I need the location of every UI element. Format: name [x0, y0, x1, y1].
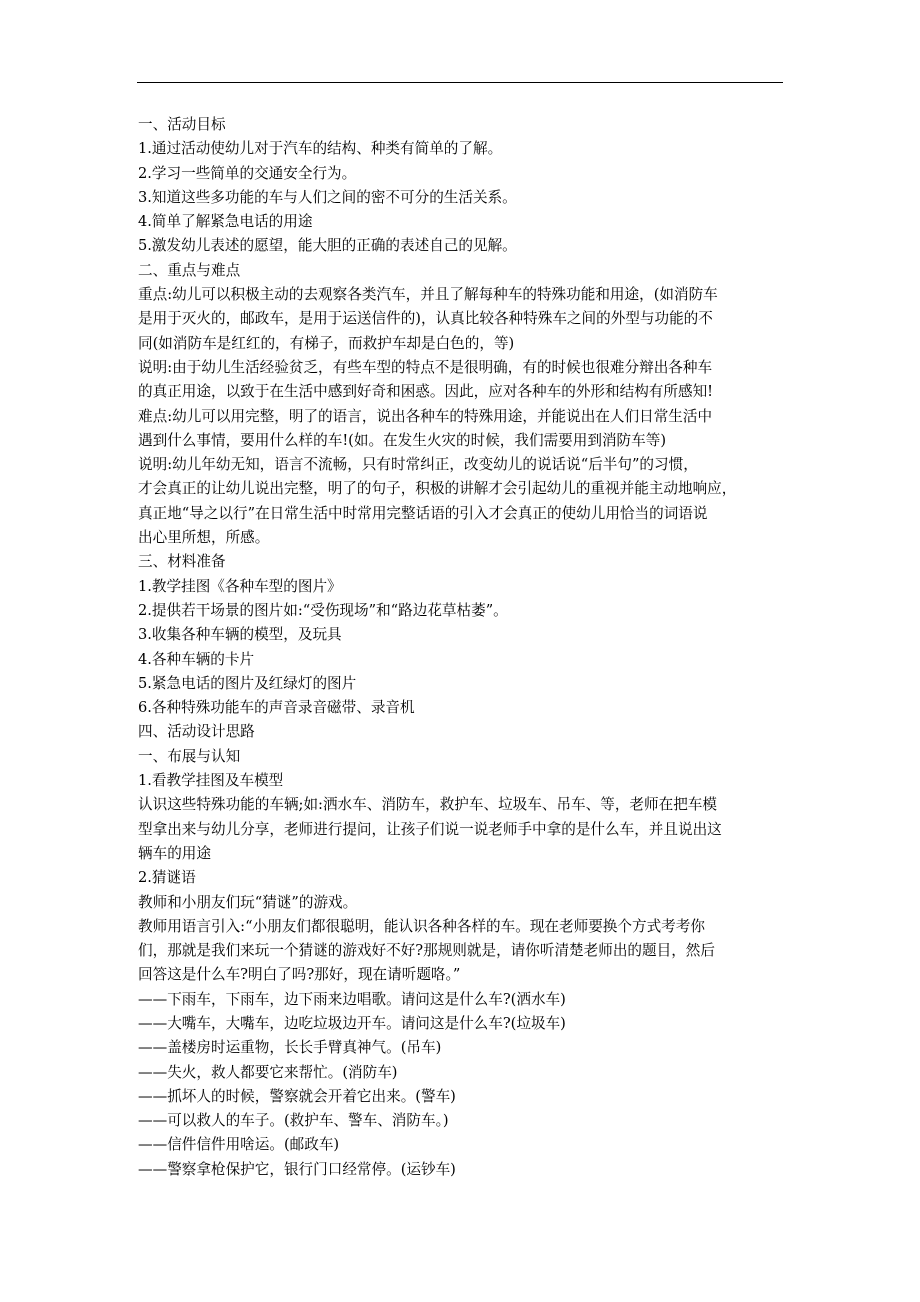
text-line: 5.激发幼儿表述的愿望，能大胆的正确的表述自己的见解。 [138, 237, 517, 255]
text-line: 1.看教学挂图及车模型 [138, 772, 284, 790]
text-line: 教师和小朋友们玩“猜谜”的游戏。 [138, 893, 358, 911]
text-line: 的真正用途，以致于在生活中感到好奇和困惑。因此，应对各种车的外形和结构有所感知! [138, 383, 714, 401]
text-line: 们，那就是我们来玩一个猜谜的游戏好不好?那规则就是，请你听清楚老师出的题目，然后 [138, 942, 715, 960]
text-line: 真正地“导之以行”在日常生活中时常用完整话语的引入才会真正的使幼儿用恰当的词语说 [138, 504, 708, 522]
text-line: 3.收集各种车辆的模型，及玩具 [138, 626, 342, 644]
text-line: 教师用语言引入:“小朋友们都很聪明，能认识各种各样的车。现在老师要换个方式考考你 [138, 917, 705, 935]
text-line: 2.猜谜语 [138, 869, 196, 887]
text-line: 认识这些特殊功能的车辆;如:洒水车、消防车，救护车、垃圾车、吊车、等，老师在把车模 [138, 796, 717, 814]
text-line: 说明:由于幼儿生活经验贫乏，有些车型的特点不是很明确，有的时候也很难分辩出各种车 [138, 358, 713, 376]
text-line: 重点:幼儿可以积极主动的去观察各类汽车，并且了解每种车的特殊功能和用途，(如消防车 [138, 286, 718, 304]
text-line: ——大嘴车，大嘴车，边吃垃圾边开车。请问这是什么车?(垃圾车) [138, 1014, 566, 1032]
text-line: ——信件信件用啥运。(邮政车) [138, 1136, 340, 1154]
text-line: ——失火，救人都要它来帮忙。(消防车) [138, 1063, 398, 1081]
text-line: 二、重点与难点 [138, 261, 241, 279]
text-line: 三、材料准备 [138, 553, 226, 571]
text-line: 1.教学挂图《各种车型的图片》 [138, 577, 342, 595]
text-line: 型拿出来与幼儿分享，老师进行提问，让孩子们说一说老师手中拿的是什么车，并且说出这 [138, 820, 722, 838]
text-line: 同(如消防车是红红的，有梯子，而救护车却是白色的，等) [138, 334, 515, 352]
text-line: 遇到什么事情，要用什么样的车!(如。在发生火灾的时候，我们需要用到消防车等) [138, 431, 667, 449]
text-line: 辆车的用途 [138, 844, 211, 862]
text-line: 3.知道这些多功能的车与人们之间的密不可分的生活关系。 [138, 188, 517, 206]
text-line: 4.各种车辆的卡片 [138, 650, 255, 668]
text-line: 5.紧急电话的图片及红绿灯的图片 [138, 674, 357, 692]
text-line: 4.简单了解紧急电话的用途 [138, 213, 313, 231]
text-line: ——盖楼房时运重物，长长手臂真神气。(吊车) [138, 1039, 442, 1057]
text-line: 说明:幼儿年幼无知，语言不流畅，只有时常纠正，改变幼儿的说话说“后半句”的习惯， [138, 456, 698, 474]
text-line: ——下雨车，下雨车，边下雨来边唱歌。请问这是什么车?(洒水车) [138, 990, 566, 1008]
text-line: 出心里所想，所感。 [138, 529, 270, 547]
text-line: 一、布展与认知 [138, 747, 241, 765]
text-line: 2.学习一些简单的交通安全行为。 [138, 164, 357, 182]
text-line: 才会真正的让幼儿说出完整，明了的句子，积极的讲解才会引起幼儿的重视并能主动地响应， [138, 480, 737, 498]
text-line: 回答这是什么车?明白了吗?那好，现在请听题咯。” [138, 966, 461, 984]
text-line: ——警察拿枪保护它，银行门口经常停。(运钞车) [138, 1160, 456, 1178]
text-line: 1.通过活动使幼儿对于汽车的结构、种类有简单的了解。 [138, 140, 503, 158]
text-line: ——抓坏人的时候，警察就会开着它出来。(警车) [138, 1087, 456, 1105]
text-line: ——可以救人的车子。(救护车、警车、消防车。) [138, 1112, 449, 1130]
text-line: 是用于灭火的，邮政车，是用于运送信件的)，认真比较各种特殊车之间的外型与功能的不 [138, 310, 713, 328]
text-line: 6.各种特殊功能车的声音录音磁带、录音机 [138, 699, 415, 717]
text-line: 一、活动目标 [138, 116, 226, 133]
document-body [138, 113, 788, 1182]
text-line: 2.提供若干场景的图片如:“受伤现场”和“路边花草枯萎”。 [138, 601, 508, 619]
text-line: 难点:幼儿可以用完整，明了的语言，说出各种车的特殊用途，并能说出在人们日常生活中 [138, 407, 713, 425]
text-line: 四、活动设计思路 [138, 723, 255, 741]
header-rule [137, 82, 783, 83]
